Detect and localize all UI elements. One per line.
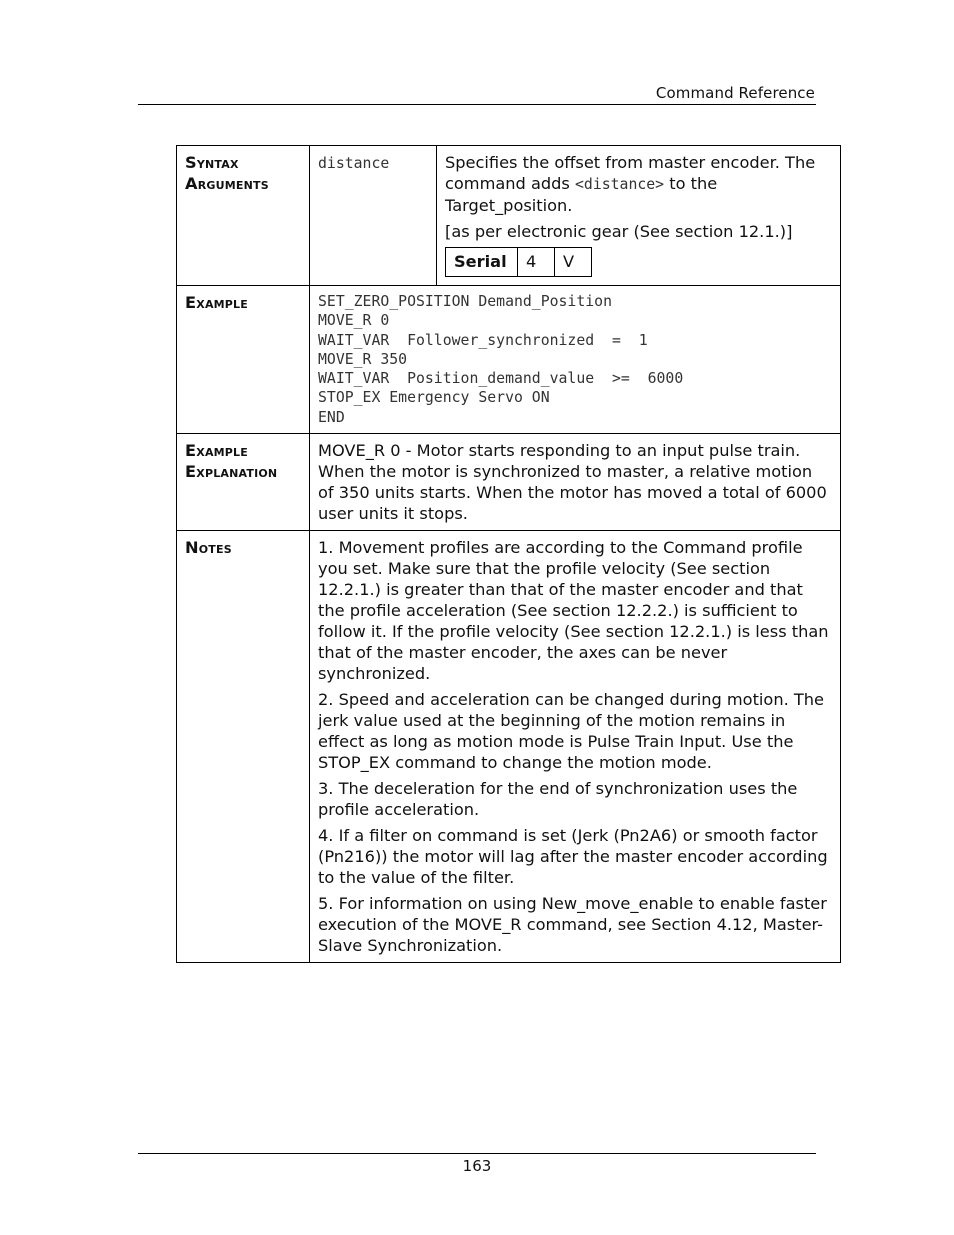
serial-value-1: 4 bbox=[518, 248, 555, 277]
page-number: 163 bbox=[462, 1157, 492, 1175]
syntax-label: Syntax bbox=[185, 153, 239, 172]
explanation-text: MOVE_R 0 - Motor starts responding to an input pulse train. When the motor is synchronized to master, a relative motion of 350 units starts. When the motor has moved a total of 6000 user units it stops. bbox=[310, 434, 841, 531]
example-label: Example bbox=[185, 293, 248, 312]
argument-cell bbox=[310, 146, 437, 286]
code-line: WAIT_VAR Position_demand_value >= 6000 bbox=[318, 370, 684, 388]
note-item: 5. For information on using New_move_enable to enable faster execution of the MOVE_R command, see Section 4.12, Master-Slave Synchronization. bbox=[318, 894, 827, 956]
note-item: 2. Speed and acceleration can be changed during motion. The jerk value used at the beginning of the motion remains in effect as long as motion mode is Pulse Train Input. Use the STOP_EX command to change the motion mode. bbox=[318, 690, 824, 773]
notes-cell bbox=[310, 531, 841, 963]
desc-part1: Specifies the offset from master encoder. The command adds bbox=[445, 153, 816, 193]
desc-part2: to the Target_position. bbox=[445, 174, 718, 215]
explanation-label: Explanation bbox=[185, 462, 278, 482]
notes-label-cell bbox=[177, 531, 310, 963]
arguments-label: Arguments bbox=[185, 174, 269, 193]
argument-name: distance bbox=[318, 155, 390, 172]
note-item: 3. The deceleration for the end of synchronization uses the profile acceleration. bbox=[318, 779, 798, 820]
example-row bbox=[177, 286, 841, 434]
desc-code: <distance> bbox=[575, 176, 665, 193]
syntax-label-cell bbox=[177, 146, 310, 286]
argument-description-cell bbox=[437, 146, 841, 286]
code-line: MOVE_R 0 bbox=[318, 312, 390, 330]
code-line: SET_ZERO_POSITION Demand_Position bbox=[318, 293, 612, 310]
example-label: Example bbox=[185, 441, 248, 461]
explanation-label-cell bbox=[177, 434, 310, 531]
explanation-row bbox=[177, 434, 841, 531]
page-footer bbox=[138, 1153, 816, 1175]
note-item: 1. Movement profiles are according to the Command profile you set. Make sure that the profile velocity (See section 12.2.1.) is greater than that of the master encoder and that the profile acceleration (See section 12.2.2.) is sufficient to follow it. If the profile velocity (See section 12.2.1.) is less than that of the master encoder, the axes can be never synchronized. bbox=[318, 538, 829, 684]
notes-label: Notes bbox=[185, 538, 232, 558]
serial-label: Serial bbox=[446, 248, 518, 277]
code-line: MOVE_R 350 bbox=[318, 350, 408, 368]
command-reference-table bbox=[176, 145, 841, 963]
example-label-cell bbox=[177, 286, 310, 434]
code-line: WAIT_VAR Follower_synchronized = 1 bbox=[318, 331, 648, 349]
notes-row bbox=[177, 531, 841, 963]
example-code-cell bbox=[310, 286, 841, 434]
argument-description bbox=[445, 152, 832, 216]
page-header bbox=[138, 84, 816, 105]
header-title: Command Reference bbox=[655, 84, 815, 102]
argument-note: [as per electronic gear (See section 12.1.)] bbox=[445, 222, 793, 241]
serial-value-2: V bbox=[555, 248, 592, 277]
syntax-row bbox=[177, 146, 841, 286]
code-line: STOP_EX Emergency Servo ON bbox=[318, 389, 550, 407]
code-line: END bbox=[318, 408, 345, 426]
serial-table bbox=[445, 247, 592, 277]
note-item: 4. If a filter on command is set (Jerk (Pn2A6) or smooth factor (Pn216)) the motor will lag after the master encoder according to the value of the filter. bbox=[318, 826, 828, 888]
